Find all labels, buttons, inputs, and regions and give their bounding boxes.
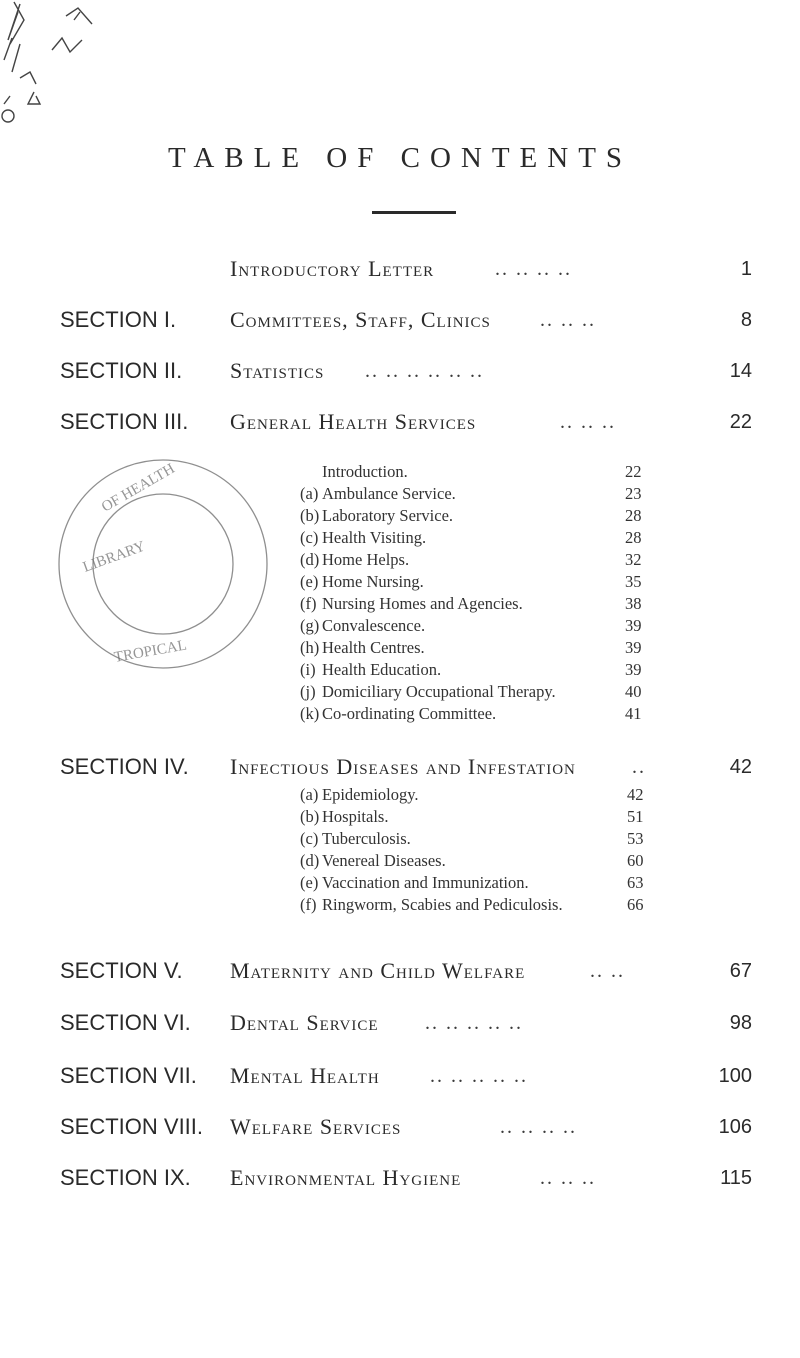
- subentry-page: 60: [627, 851, 644, 870]
- subentry-letter: (g): [300, 616, 320, 635]
- section-title: Maternity and Child Welfare: [230, 958, 526, 983]
- section-title: Mental Health: [230, 1063, 380, 1088]
- subentry-page: 23: [625, 484, 642, 503]
- subentry-health-visiting[interactable]: [300, 528, 426, 550]
- subentry-laboratory-service[interactable]: [300, 506, 453, 528]
- subentry-ambulance-service[interactable]: [300, 484, 456, 506]
- subentry-health-centres[interactable]: [300, 638, 425, 660]
- dot-leaders: .. .. ..: [540, 1167, 596, 1189]
- page-title: TABLE OF CONTENTS: [167, 142, 633, 174]
- subentry-page: 40: [625, 682, 642, 701]
- page-number: 115: [720, 1167, 752, 1189]
- entry-title: Introductory Letter: [230, 256, 435, 281]
- subentry-text: Home Helps.: [322, 550, 410, 569]
- subentry-text: Vaccination and Immunization.: [322, 873, 529, 892]
- subentry-letter: (b): [300, 506, 320, 525]
- subentry-text: Nursing Homes and Agencies.: [322, 594, 523, 613]
- subentry-vaccination-immunization[interactable]: [300, 873, 529, 895]
- page-number: 22: [729, 411, 752, 433]
- dot-leaders: .. .. ..: [540, 309, 596, 331]
- subentry-page: 66: [627, 895, 644, 914]
- subentry-venereal-diseases[interactable]: [300, 851, 446, 873]
- svg-text:TROPICAL: TROPICAL: [112, 637, 188, 666]
- subentry-letter: (f): [300, 895, 317, 914]
- section-label: SECTION IX.: [60, 1165, 191, 1190]
- subentry-page: 28: [625, 506, 642, 525]
- page-number: 67: [729, 960, 752, 982]
- subentry-text: Ambulance Service.: [322, 484, 456, 503]
- subentry-home-helps[interactable]: [300, 550, 409, 572]
- subentry-text: Laboratory Service.: [322, 506, 454, 525]
- toc-entry-section-3[interactable]: [0, 409, 800, 439]
- subentry-text: Health Centres.: [322, 638, 425, 657]
- subentry-hospitals[interactable]: [300, 807, 388, 829]
- page-number: 106: [718, 1116, 752, 1138]
- svg-text:OF HEALTH: OF HEALTH: [99, 460, 178, 516]
- dot-leaders: .. .. .. .. .. ..: [365, 360, 484, 382]
- subentry-letter: (a): [300, 785, 319, 804]
- page-number: 1: [740, 258, 752, 280]
- toc-entry-section-4[interactable]: [0, 754, 800, 784]
- dot-leaders: .. .. .. ..: [500, 1116, 577, 1138]
- subentry-health-education[interactable]: [300, 660, 441, 682]
- page-number: 98: [729, 1012, 752, 1034]
- library-stamp: [45, 452, 300, 677]
- section-title: Environmental Hygiene: [230, 1165, 462, 1190]
- subentry-letter: (b): [300, 807, 320, 826]
- subentry-text: Introduction.: [322, 462, 408, 481]
- subentry-text: Epidemiology.: [322, 785, 419, 804]
- toc-entry-section-9[interactable]: [0, 1165, 800, 1195]
- page-number: 42: [729, 756, 752, 778]
- toc-entry-introductory-letter[interactable]: [0, 256, 800, 286]
- section-title: Welfare Services: [230, 1114, 402, 1139]
- subentry-page: 22: [625, 462, 642, 481]
- subentry-page: 39: [625, 638, 642, 657]
- section-label: SECTION I.: [60, 307, 177, 332]
- subentry-page: 28: [625, 528, 642, 547]
- page-number: 100: [718, 1065, 752, 1087]
- dot-leaders: ..: [632, 756, 646, 778]
- subentry-epidemiology[interactable]: [300, 785, 419, 807]
- subentry-letter: (k): [300, 704, 320, 723]
- subentry-letter: (a): [300, 484, 319, 503]
- subentry-convalescence[interactable]: [300, 616, 425, 638]
- section-title: General Health Services: [230, 409, 477, 434]
- subentry-nursing-homes[interactable]: [300, 594, 523, 616]
- subentry-page: 39: [625, 660, 642, 679]
- toc-entry-section-5[interactable]: [0, 958, 800, 988]
- handwritten-doodle: [0, 0, 140, 130]
- subentry-text: Health Visiting.: [322, 528, 427, 547]
- subentry-text: Home Nursing.: [322, 572, 424, 591]
- subentry-letter: (i): [300, 660, 316, 679]
- dot-leaders: .. .. .. .. ..: [425, 1012, 523, 1034]
- subentry-letter: (c): [300, 829, 319, 848]
- subentry-letter: (e): [300, 572, 319, 591]
- section-title: Infectious Diseases and Infestation: [230, 754, 576, 779]
- dot-leaders: .. .. .. .. ..: [430, 1065, 528, 1087]
- subentry-ringworm-scabies[interactable]: [300, 895, 563, 917]
- subentry-page: 35: [625, 572, 642, 591]
- subentry-letter: (h): [300, 638, 320, 657]
- subentry-domiciliary-occupational-therapy[interactable]: [300, 682, 556, 704]
- subentry-page: 38: [625, 594, 642, 613]
- svg-text:LIBRARY: LIBRARY: [80, 538, 148, 576]
- subentry-letter: (d): [300, 851, 320, 870]
- toc-entry-section-2[interactable]: [0, 358, 800, 388]
- subentry-text: Hospitals.: [322, 807, 389, 826]
- subentry-letter: (e): [300, 873, 319, 892]
- dot-leaders: .. .. ..: [560, 411, 616, 433]
- title-underline: [372, 211, 456, 214]
- dot-leaders: .. ..: [590, 960, 625, 982]
- subentry-page: 41: [625, 704, 642, 723]
- subentry-page: 39: [625, 616, 642, 635]
- subentry-page: 63: [627, 873, 644, 892]
- subentry-text: Domiciliary Occupational Therapy.: [322, 682, 556, 701]
- subentry-home-nursing[interactable]: [300, 572, 424, 594]
- section-label: SECTION V.: [60, 958, 183, 983]
- toc-entry-section-7[interactable]: [0, 1063, 800, 1093]
- section-title: Committees, Staff, Clinics: [230, 307, 491, 332]
- subentry-page: 32: [625, 550, 642, 569]
- section-label: SECTION IV.: [60, 754, 189, 779]
- section-title: Statistics: [230, 358, 325, 383]
- subentry-text: Venereal Diseases.: [322, 851, 446, 870]
- subentry-coordinating-committee[interactable]: [300, 704, 496, 726]
- toc-entry-section-8[interactable]: [0, 1114, 800, 1144]
- subentry-letter: (c): [300, 528, 319, 547]
- subentry-page: 53: [627, 829, 644, 848]
- subentry-introduction[interactable]: [300, 462, 408, 484]
- section-label: SECTION II.: [60, 358, 183, 383]
- section-label: SECTION VI.: [60, 1010, 191, 1035]
- subentry-page: 42: [627, 785, 644, 804]
- section-label: SECTION VII.: [60, 1063, 197, 1088]
- subentry-text: Tuberculosis.: [322, 829, 411, 848]
- toc-entry-section-1[interactable]: [0, 307, 800, 337]
- subentry-page: 51: [627, 807, 644, 826]
- subentry-text: Health Education.: [322, 660, 442, 679]
- section-label: SECTION VIII.: [60, 1114, 204, 1139]
- subentry-text: Ringworm, Scabies and Pediculosis.: [322, 895, 563, 914]
- subentry-text: Co-ordinating Committee.: [322, 704, 497, 723]
- toc-entry-section-6[interactable]: [0, 1010, 800, 1040]
- subentry-letter: (d): [300, 550, 320, 569]
- subentry-text: Convalescence.: [322, 616, 426, 635]
- section-title: Dental Service: [230, 1010, 379, 1035]
- section-label: SECTION III.: [60, 409, 189, 434]
- subentry-tuberculosis[interactable]: [300, 829, 411, 851]
- dot-leaders: .. .. .. ..: [495, 258, 572, 280]
- subentry-letter: (j): [300, 682, 316, 701]
- page-number: 8: [740, 309, 752, 331]
- subentry-letter: (f): [300, 594, 317, 613]
- page-number: 14: [729, 360, 752, 382]
